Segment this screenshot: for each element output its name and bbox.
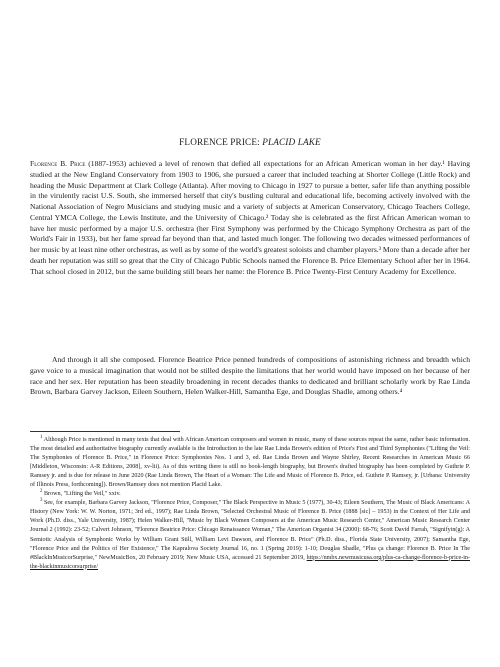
title-work: PLACID LAKE <box>262 137 321 147</box>
footnote-2 <box>30 490 470 499</box>
footnote-text: Although Price is mentioned in many texts that deal with African American composers and women in music, many of these sources repeat the same, rather basic information. The most detailed and authoritative biography currently available is the Introduction to the late Rae Linda Brown's edition of Price's First and Third Symphonies ("Lifting the Veil: The Symphonies of Florence B. Price," in Florence Price: Symphonies Nos. 1 and 3, ed. Rae Linda Brown and Wayne Shirley, Recent Researches in American Music 66 [Middleton, Wisconsin: A-R Editions, 2008], xv-lii). As of this writing there is still no book-length biography, but Brown's drafted biography has been completed by Guthrie P. Ramsey jr. and is due for release in June 2020 (Rae Linda Brown, The Heart of a Woman: The Life and Music of Florence B. Price, ed. Guthrie P. Ramsey, jr. [Urbana: University of Illinois Press, forthcoming]). Brown/Ramsey does not mention Placid Lake. <box>30 437 471 489</box>
footnote-text: Brown, "Lifting the Veil," xxiv. <box>43 491 121 498</box>
footnote-divider <box>30 431 180 432</box>
body-paragraph-1 <box>30 159 470 277</box>
footnote-1 <box>30 436 470 490</box>
page-title <box>30 137 470 147</box>
footnote-number: 2 <box>40 489 43 495</box>
title-composer: FLORENCE PRICE: <box>179 137 260 147</box>
footnote-3 <box>30 499 470 571</box>
body-paragraph-2: And through it all she composed. Florence Beatrice Price penned hundreds of compositions of astonishing richness and breadth which gave voice to a musical imagination that would not be stilled despite the limitations that her world would have imposed on her because of her race and her sex. Her reputation has been steadily broadening in recent decades thanks to dedicated and brilliant scholarly work by Rae Linda Brown, Barbara Garvey Jackson, Eileen Southern, Helen Walker-Hill, Samantha Ege, and Douglas Shadle, among others.⁴ <box>30 355 470 397</box>
footnote-number: 3 <box>40 498 43 504</box>
composer-name-small-caps: Florence B. Price <box>30 159 86 168</box>
footnotes <box>30 436 470 572</box>
paragraph-1-text: (1887-1953) achieved a level of renown that defied all expectations for an African American woman in her day.¹ Having studied at the New England Conservatory from 1903 to 1906, she pursued a career that included teaching at Shorter College (Little Rock) and heading the Music Department at Clark College (Atlanta). After moving to Chicago in 1927 to pursue a better, safer life than anything possible in the virulently racist U.S. South, she immersed herself that city's bustling cultural and educational life, becoming actively involved with the National Association of Negro Musicians and studying music and a variety of subjects at American Conservatory, Chicago Teachers College, Central YMCA College, the Lewis Institute, and the University of Chicago.² Today she is celebrated as the first African American woman to have her music performed by a major U.S. orchestra (her First Symphony was performed by the Chicago Symphony Orchestra as part of the World's Fair in 1933), but her fame spread far beyond than that, and lasted much longer. The following two decades witnessed performances of her music by at least nine other orchestras, as well as by some of the world's greatest soloists and chamber players.³ More than a decade after her death her reputation was still so great that the City of Chicago Public Schools named the Florence B. Price Elementary School after her in 1964. That school closed in 2012, but the same building still bears her name: the Florence B. Price Twenty-First Century Academy for Excellence. <box>30 159 470 276</box>
footnote-link[interactable]: https://nmbx.newmusicusa.org/plus-ca-change-florence-b-price-in-the-blackinmusicorsurprise/ <box>30 554 470 570</box>
footnote-number: 1 <box>40 434 43 440</box>
footnote-text: See, for example, Barbara Garvey Jackson, "Florence Price, Composer," The Black Perspective in Music 5 (1977), 30-43; Eileen Southern, The Music of Black Americans: A History (New York: W. W. Norton, 1971; 3rd ed., 1997); Rae Linda Brown, "Selected Orchestral Music of Florence B. Price (1888 [sic] – 1953) in the Context of Her Life and Work (Ph.D. diss., Yale University, 1987); Helen Walker-Hill, "Music by Black Women Composers at the American Music Research Center," American Music Research Center Journal 2 (1992): 23-52; Calvert Johnson, "Florence Beatrice Price: Chicago Renaissance Woman," The American Organist 34 (2000): 68-76; Scott David Farrah, "Signifyin(g): A Semiotic Analysis of Symphonic Works by William Grant Still, William Levi Dawson, and Florence B. Price" (Ph.D. diss., Florida State University, 2007); Samantha Ege, "Florence Price and the Politics of Her Existence," The Kapralova Society Journal 16, no. 1 (Spring 2019): 1-10; Douglas Shadle, "Plus ça change: Florence B. Price In The #BlackInMusicorSurprise," NewMusicBox, 20 February 2019; New Music USA, accessed 21 September 2019, <box>30 500 470 561</box>
